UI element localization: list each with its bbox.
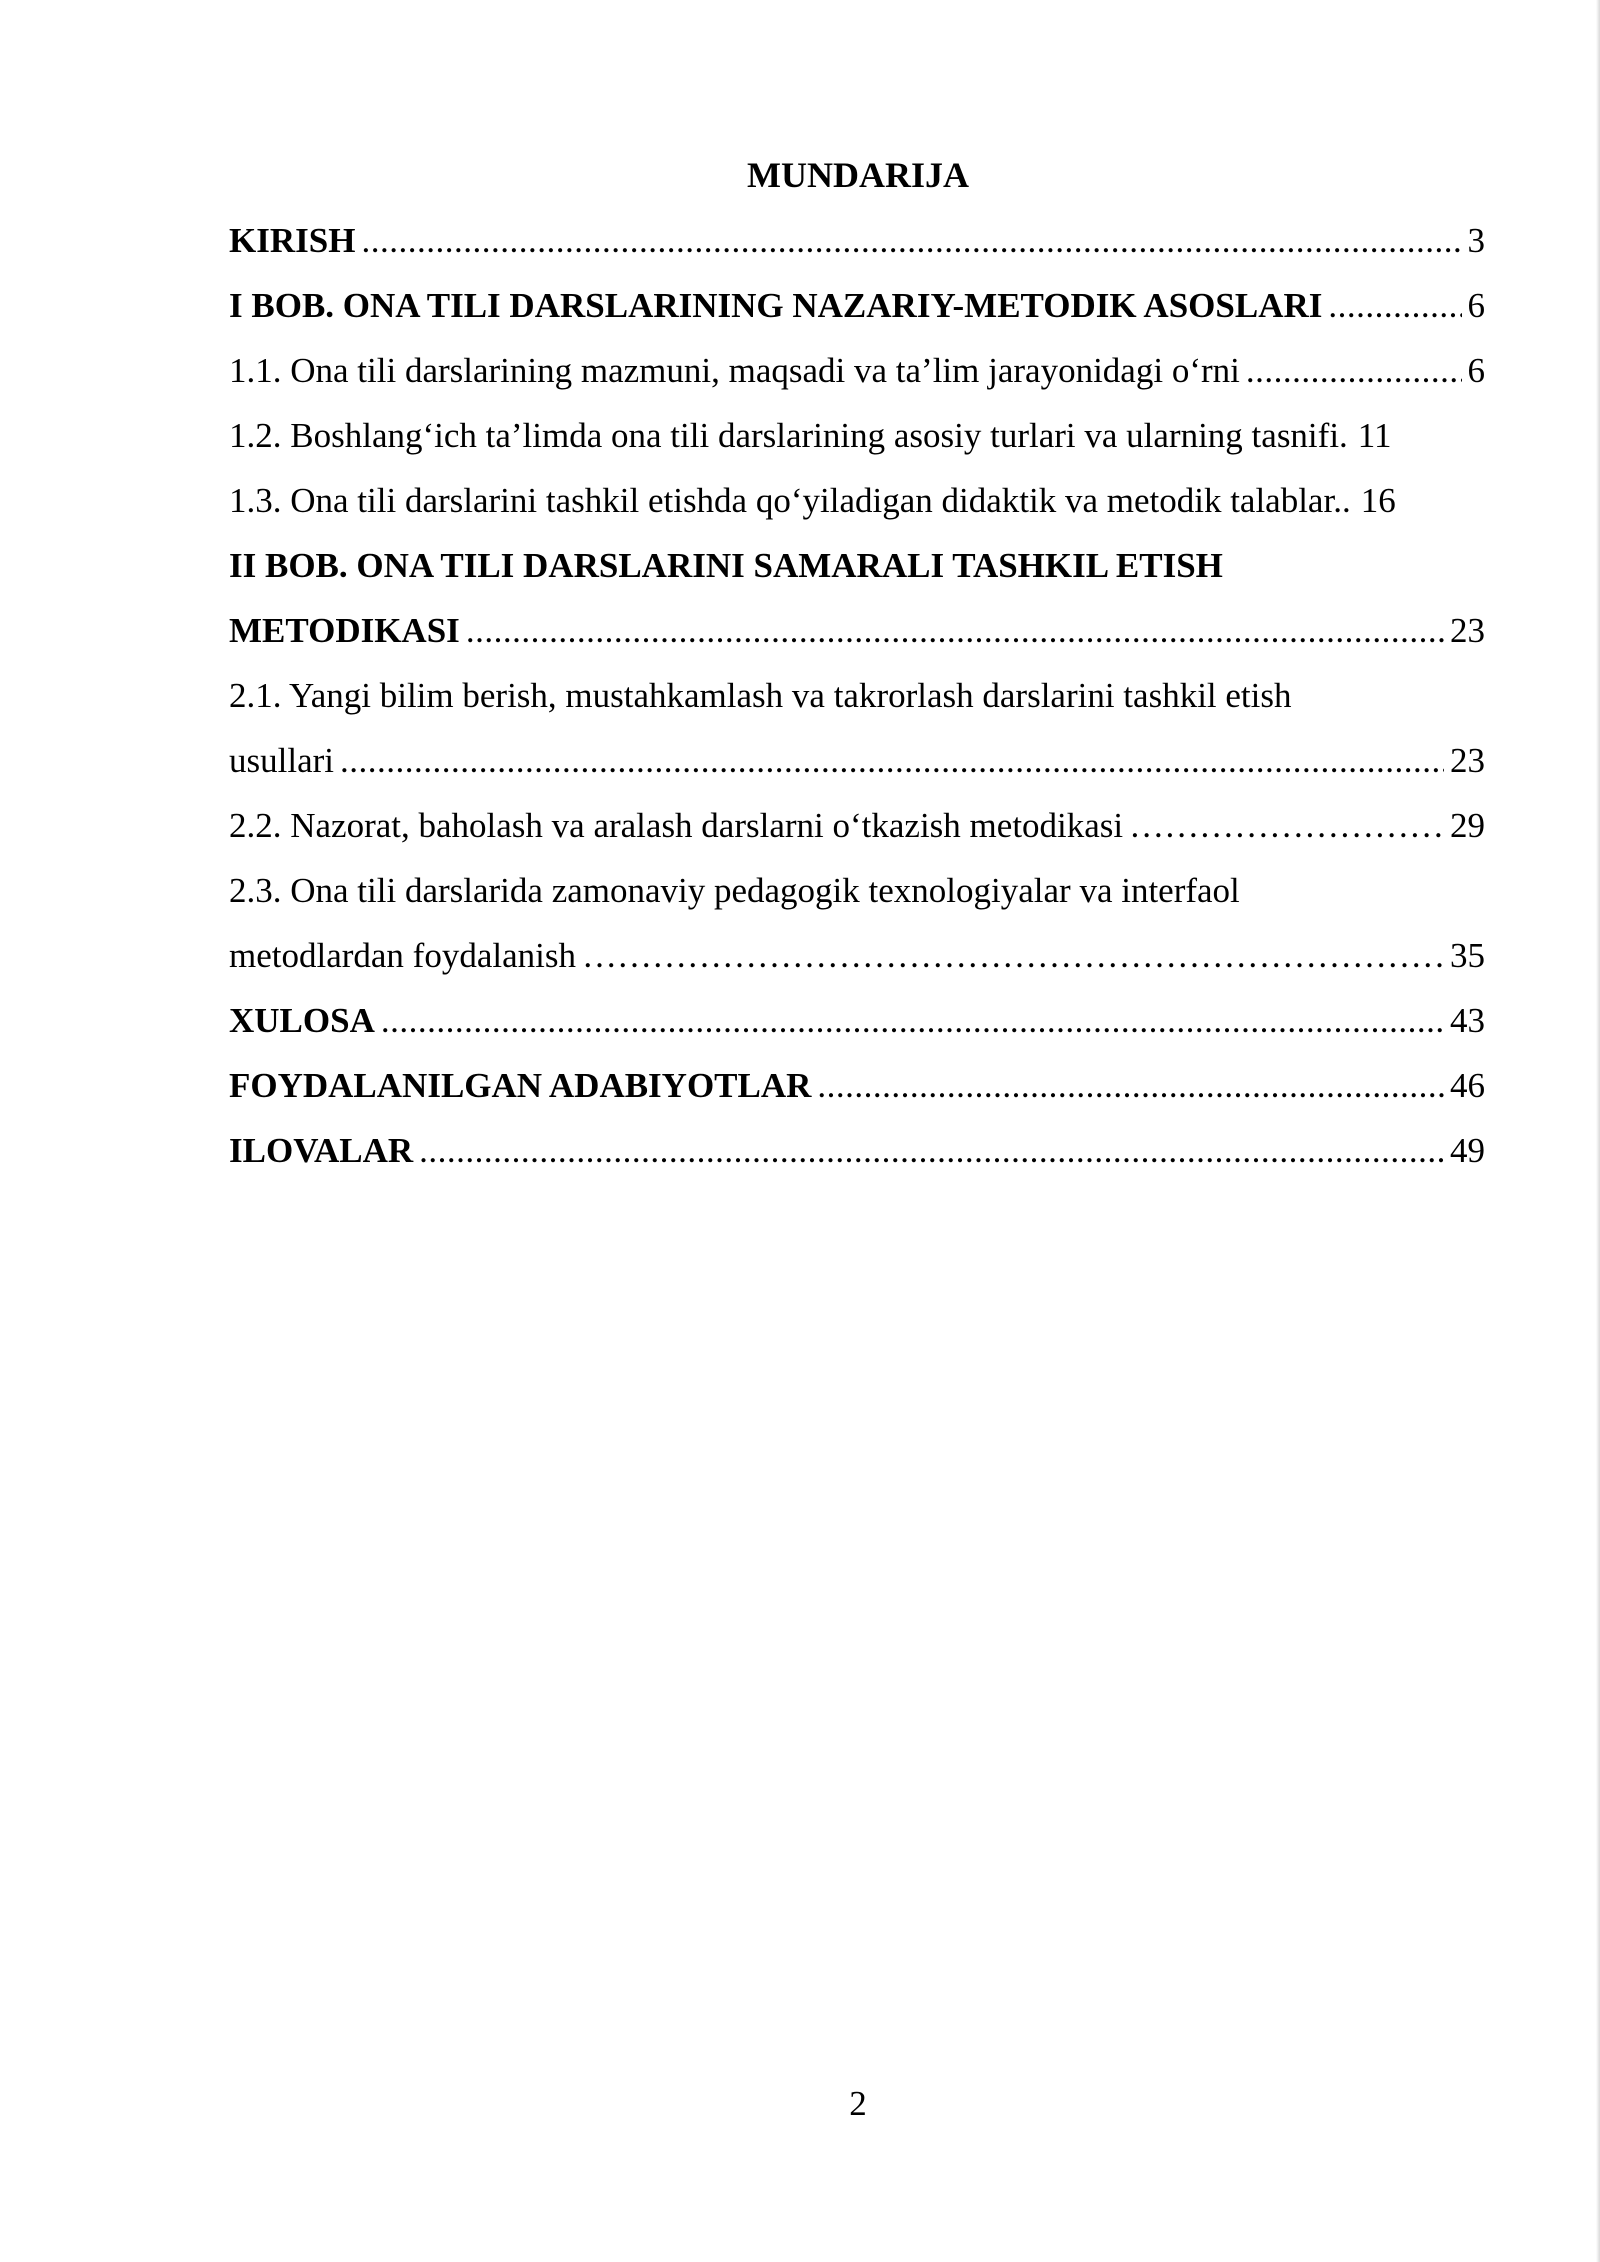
toc-entry-text: METODIKASI <box>229 611 460 650</box>
toc-entry-chapter-2-line2[interactable] <box>229 607 1485 655</box>
toc-entry-page: 16 <box>1360 481 1396 520</box>
toc-entry-chapter-2-line1[interactable] <box>229 542 1485 590</box>
toc-entry-text: ILOVALAR <box>229 1131 414 1170</box>
toc-entry-page: 23 <box>1450 741 1485 780</box>
toc-entry-section-2-3-line2[interactable] <box>229 932 1485 980</box>
toc-entry-text: 2.2. Nazorat, baholash va aralash darslarni o‘tkazish metodikasi <box>229 806 1124 845</box>
toc-entry-text: 2.1. Yangi bilim berish, mustahkamlash va takrorlash darslarini tashkil etish <box>229 676 1292 715</box>
toc-entry-page: 49 <box>1450 1131 1485 1170</box>
toc-entry-page: 46 <box>1450 1066 1485 1105</box>
dot-leader <box>1129 802 1444 850</box>
toc-entry-xulosa[interactable] <box>229 997 1485 1045</box>
toc-entry-bibliography[interactable] <box>229 1062 1485 1110</box>
dot-leader <box>582 932 1444 980</box>
toc-title: MUNDARIJA <box>747 155 969 195</box>
toc-entry-page: 6 <box>1467 351 1485 390</box>
toc-entry-section-2-1-line1[interactable] <box>229 672 1485 720</box>
toc-entry-text: 1.2. Boshlang‘ich ta’limda ona tili darslarining asosiy turlari va ularning tasnifi. <box>229 416 1348 455</box>
toc-entry-section-1-3[interactable] <box>229 477 1485 525</box>
dot-leader <box>817 1062 1444 1110</box>
toc-entry-chapter-1[interactable] <box>229 282 1485 330</box>
toc-entry-text: 2.3. Ona tili darslarida zamonaviy pedagogik texnologiyalar va interfaol <box>229 871 1240 910</box>
toc-entry-section-2-1-line2[interactable] <box>229 737 1485 785</box>
dot-leader <box>361 217 1461 265</box>
toc-entry-section-2-3-line1[interactable] <box>229 867 1485 915</box>
toc-entry-section-1-2[interactable] <box>229 412 1485 460</box>
toc-entry-page: 11 <box>1357 416 1392 455</box>
toc-entry-ilovalar[interactable] <box>229 1127 1485 1175</box>
toc-entry-text: XULOSA <box>229 1001 375 1040</box>
toc-entry-text: 1.3. Ona tili darslarini tashkil etishda qo‘yiladigan didaktik va metodik talablar.. <box>229 481 1351 520</box>
toc-entry-section-2-2[interactable] <box>229 802 1485 850</box>
dot-leader <box>1328 282 1461 330</box>
toc-entry-text: II BOB. ONA TILI DARSLARINI SAMARALI TASHKIL ETISH <box>229 546 1223 585</box>
toc-entry-text: I BOB. ONA TILI DARSLARINING NAZARIY-METODIK ASOSLARI <box>229 286 1323 325</box>
page-number: 2 <box>849 2084 867 2123</box>
toc-entry-text: metodlardan foydalanish <box>229 936 576 975</box>
dot-leader <box>419 1127 1444 1175</box>
toc-entry-page: 43 <box>1450 1001 1485 1040</box>
dot-leader <box>1246 347 1462 395</box>
toc-entry-text: 1.1. Ona tili darslarining mazmuni, maqsadi va ta’lim jarayonidagi o‘rni <box>229 351 1240 390</box>
toc-entry-page: 3 <box>1467 221 1485 260</box>
dot-leader <box>381 997 1444 1045</box>
toc-entry-section-1-1[interactable] <box>229 347 1485 395</box>
toc-entry-page: 6 <box>1467 286 1485 325</box>
toc-entry-text: usullari <box>229 741 334 780</box>
toc-entry-text: FOYDALANILGAN ADABIYOTLAR <box>229 1066 812 1105</box>
toc-entry-page: 35 <box>1450 936 1485 975</box>
toc-entry-page: 29 <box>1450 806 1485 845</box>
toc-entry-page: 23 <box>1450 611 1485 650</box>
toc-entry-text: KIRISH <box>229 221 356 260</box>
dot-leader <box>466 607 1444 655</box>
toc-entry-kirish[interactable] <box>229 217 1485 265</box>
dot-leader <box>340 737 1444 785</box>
